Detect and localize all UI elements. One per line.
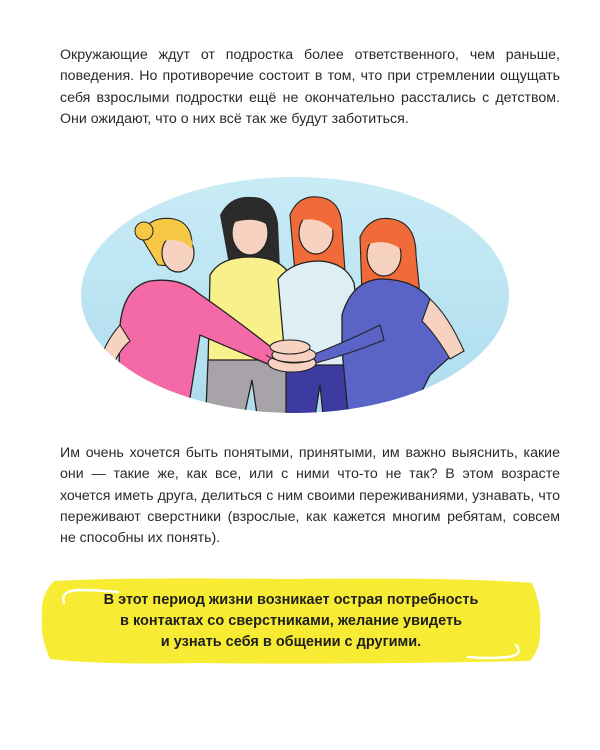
callout-box [38, 577, 544, 665]
callout-line-3: и узнать себя в общении с другими. [160, 633, 422, 650]
paragraph-intro: Окружающие ждут от подростка более ответственного, чем раньше, поведения. Но противоречие состоит в том, что при стремлении ощущать себя взрослыми подростки ещё не окончательно расстались с детством. Они ожидают, что о них всё так же будут заботиться. [60, 47, 560, 127]
teens-hands-together-illustration [80, 175, 510, 415]
callout-line-1: В этот период жизни возникает острая потребность [103, 591, 479, 608]
callout-text [38, 577, 544, 665]
paragraph-understanding: Им очень хочется быть понятыми, принятыми, им важно выяснить, какие они — такие же, как все, или с ними что-то не так? В этом возрасте хочется иметь друга, делиться с ним своими переживаниями, узнавать, что переживают сверстники (взрослые, как кажется многим ребятам, совсем не способны их понять). [60, 445, 560, 547]
hands-stack [266, 340, 316, 372]
callout-line-2: в контактах со сверстниками, желание увидеть [120, 612, 462, 629]
